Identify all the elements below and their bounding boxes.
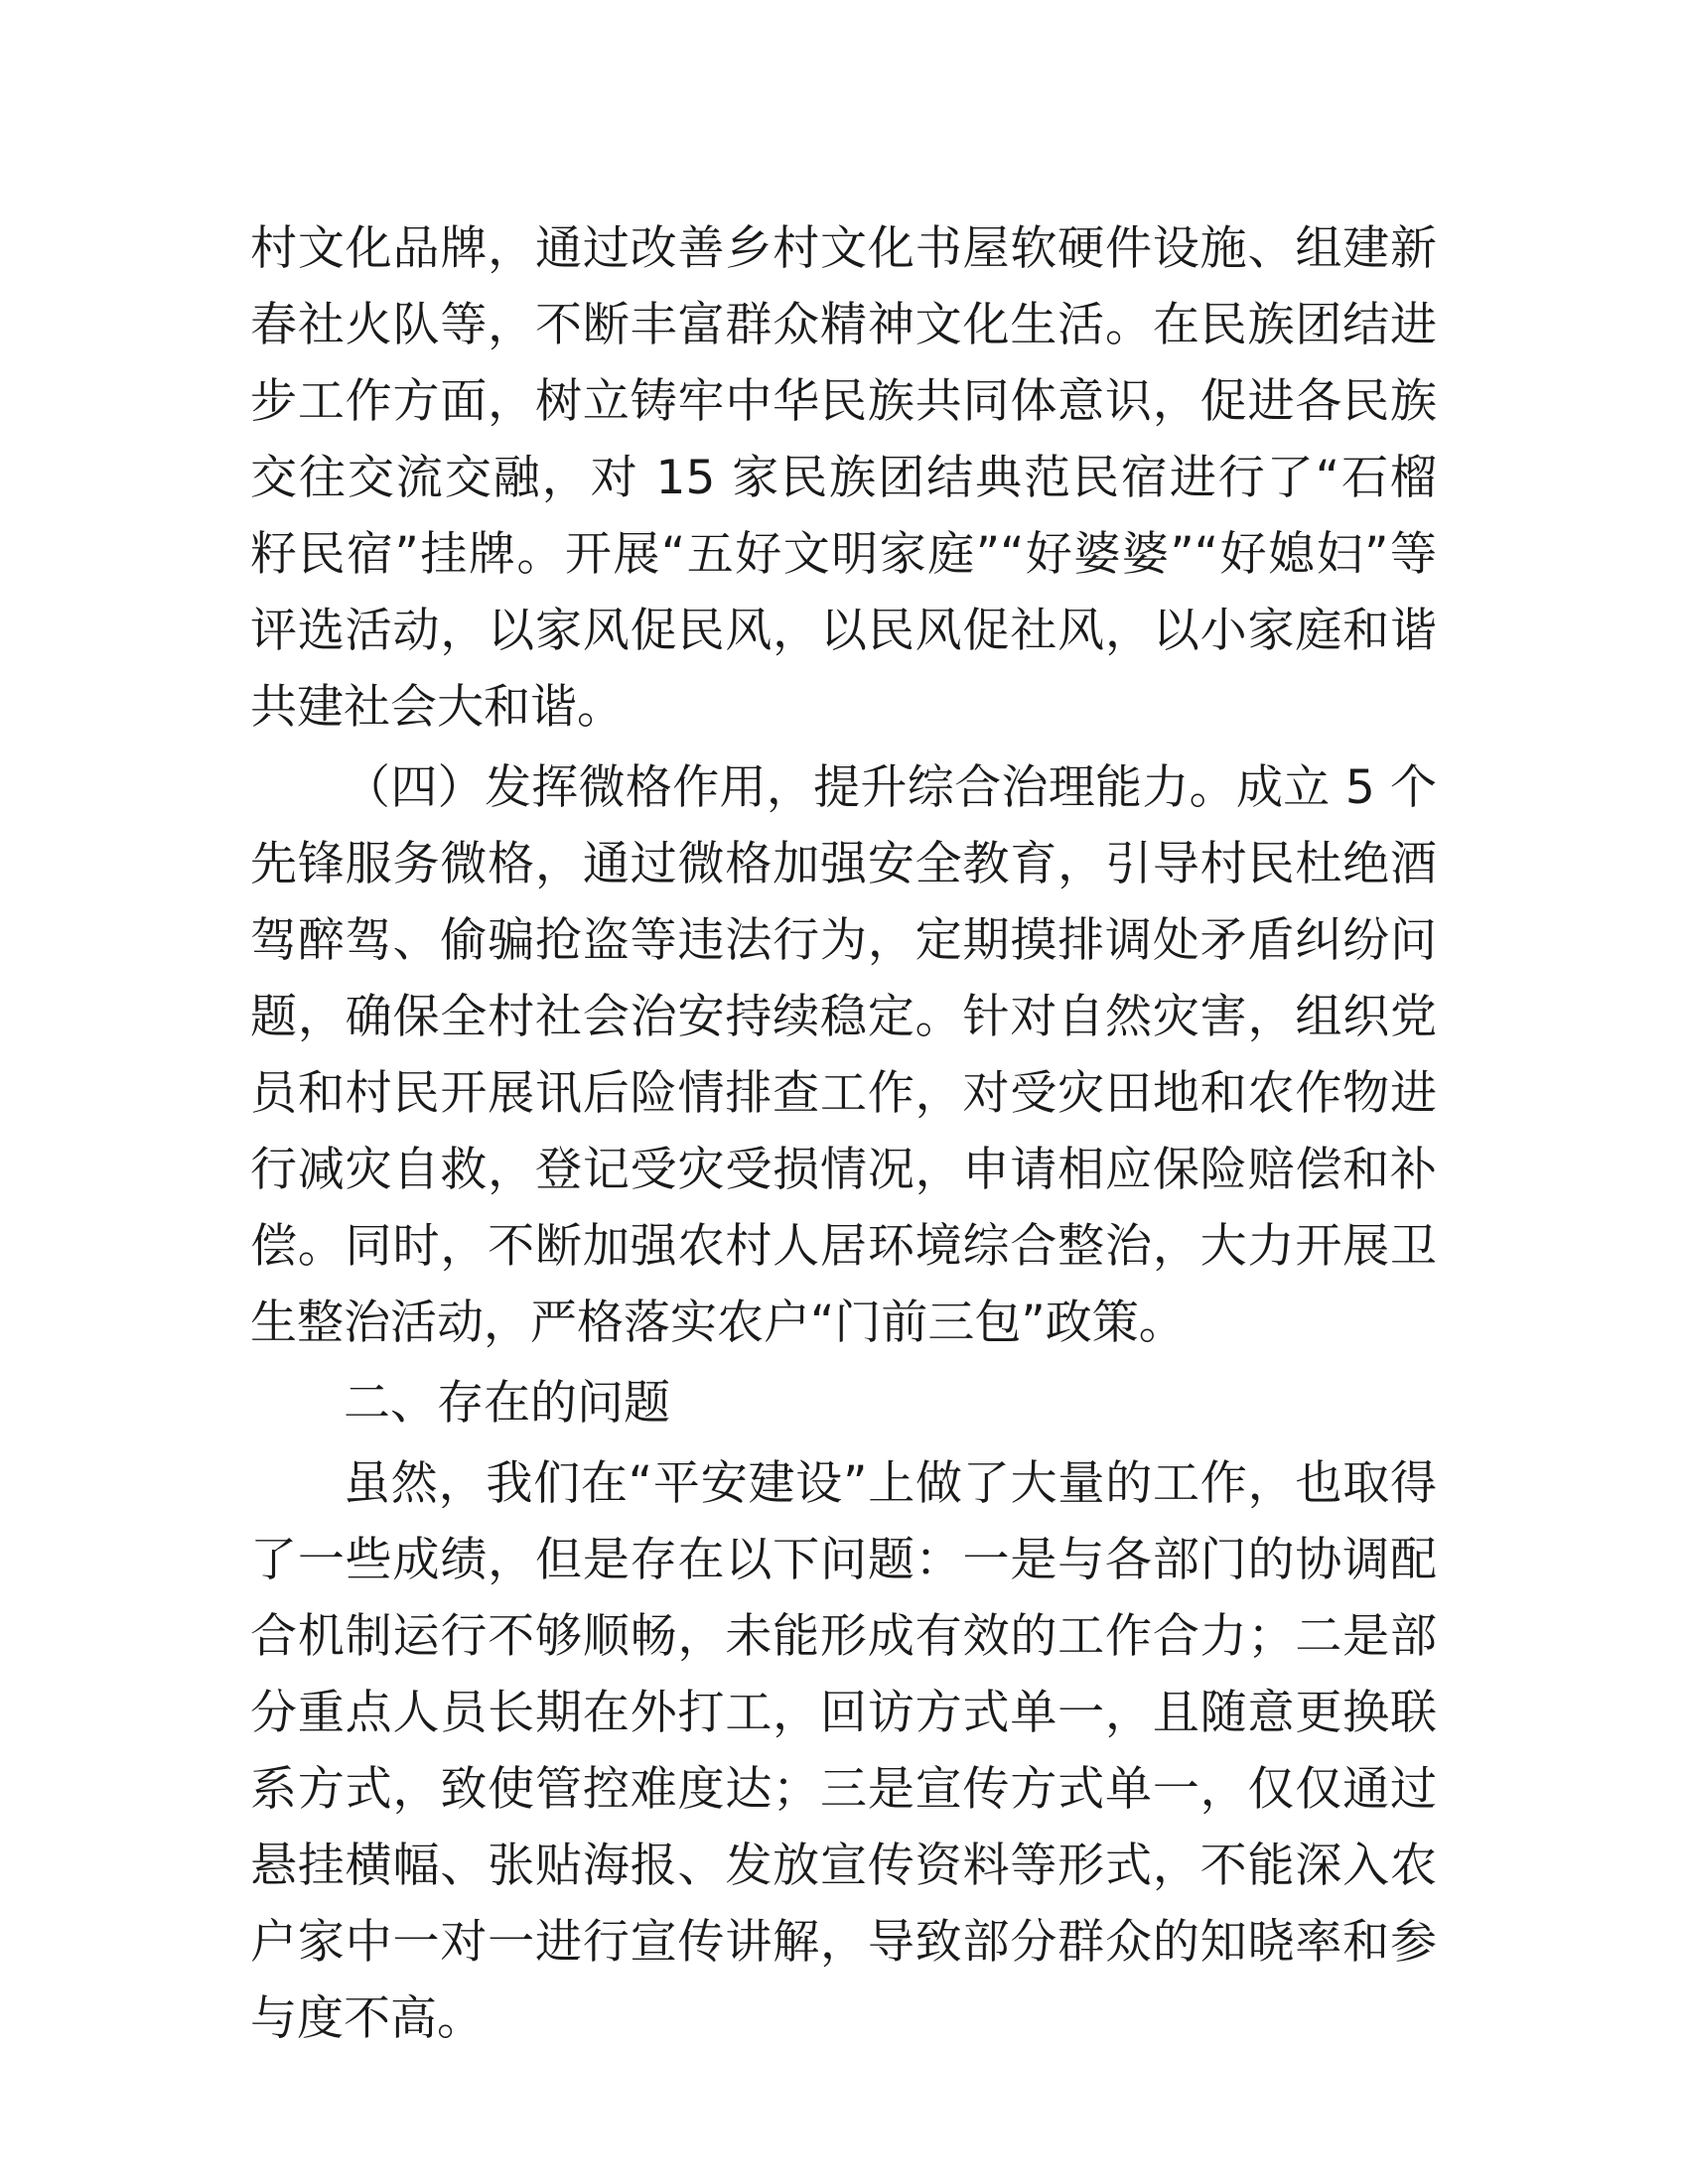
paragraph-continuation: 村文化品牌，通过改善乡村文化书屋软硬件设施、组建新春社火队等，不断丰富群众精神文化生活。在民族团结进步工作方面，树立铸牢中华民族共同体意识，促进各民族交往交流交融，对 15 家民族团结典范民宿进行了“石榴籽民宿”挂牌。开展“五好文明家庭”“好婆婆”“好媳妇”等评选活动，以家风促民风，以民风促社风，以小家庭和谐共建社会大和谐。 <box>250 221 1437 735</box>
section-heading-problems: 二、存在的问题 <box>344 1376 670 1431</box>
document-body <box>250 210 1437 2057</box>
paragraph-section-four: （四）发挥微格作用，提升综合治理能力。成立 5 个先锋服务微格，通过微格加强安全教育，引导村民杜绝酒驾醉驾、偷骗抢盗等违法行为，定期摸排调处矛盾纠纷问题，确保全村社会治安持续稳定。针对自然灾害，组织党员和村民开展讯后险情排查工作，对受灾田地和农作物进行减灾自救，登记受灾受损情况，申请相应保险赔偿和补偿。同时，不断加强农村人居环境综合整治，大力开展卫生整治活动，严格落实农户“门前三包”政策。 <box>250 760 1437 1350</box>
paragraph-problems: 虽然，我们在“平安建设”上做了大量的工作，也取得了一些成绩，但是存在以下问题：一是与各部门的协调配合机制运行不够顺畅，未能形成有效的工作合力；二是部分重点人员长期在外打工，回访方式单一，且随意更换联系方式，致使管控难度达；三是宣传方式单一，仅仅通过悬挂横幅、张贴海报、发放宣传资料等形式，不能深入农户家中一对一进行宣传讲解，导致部分群众的知晓率和参与度不高。 <box>250 1456 1437 2046</box>
